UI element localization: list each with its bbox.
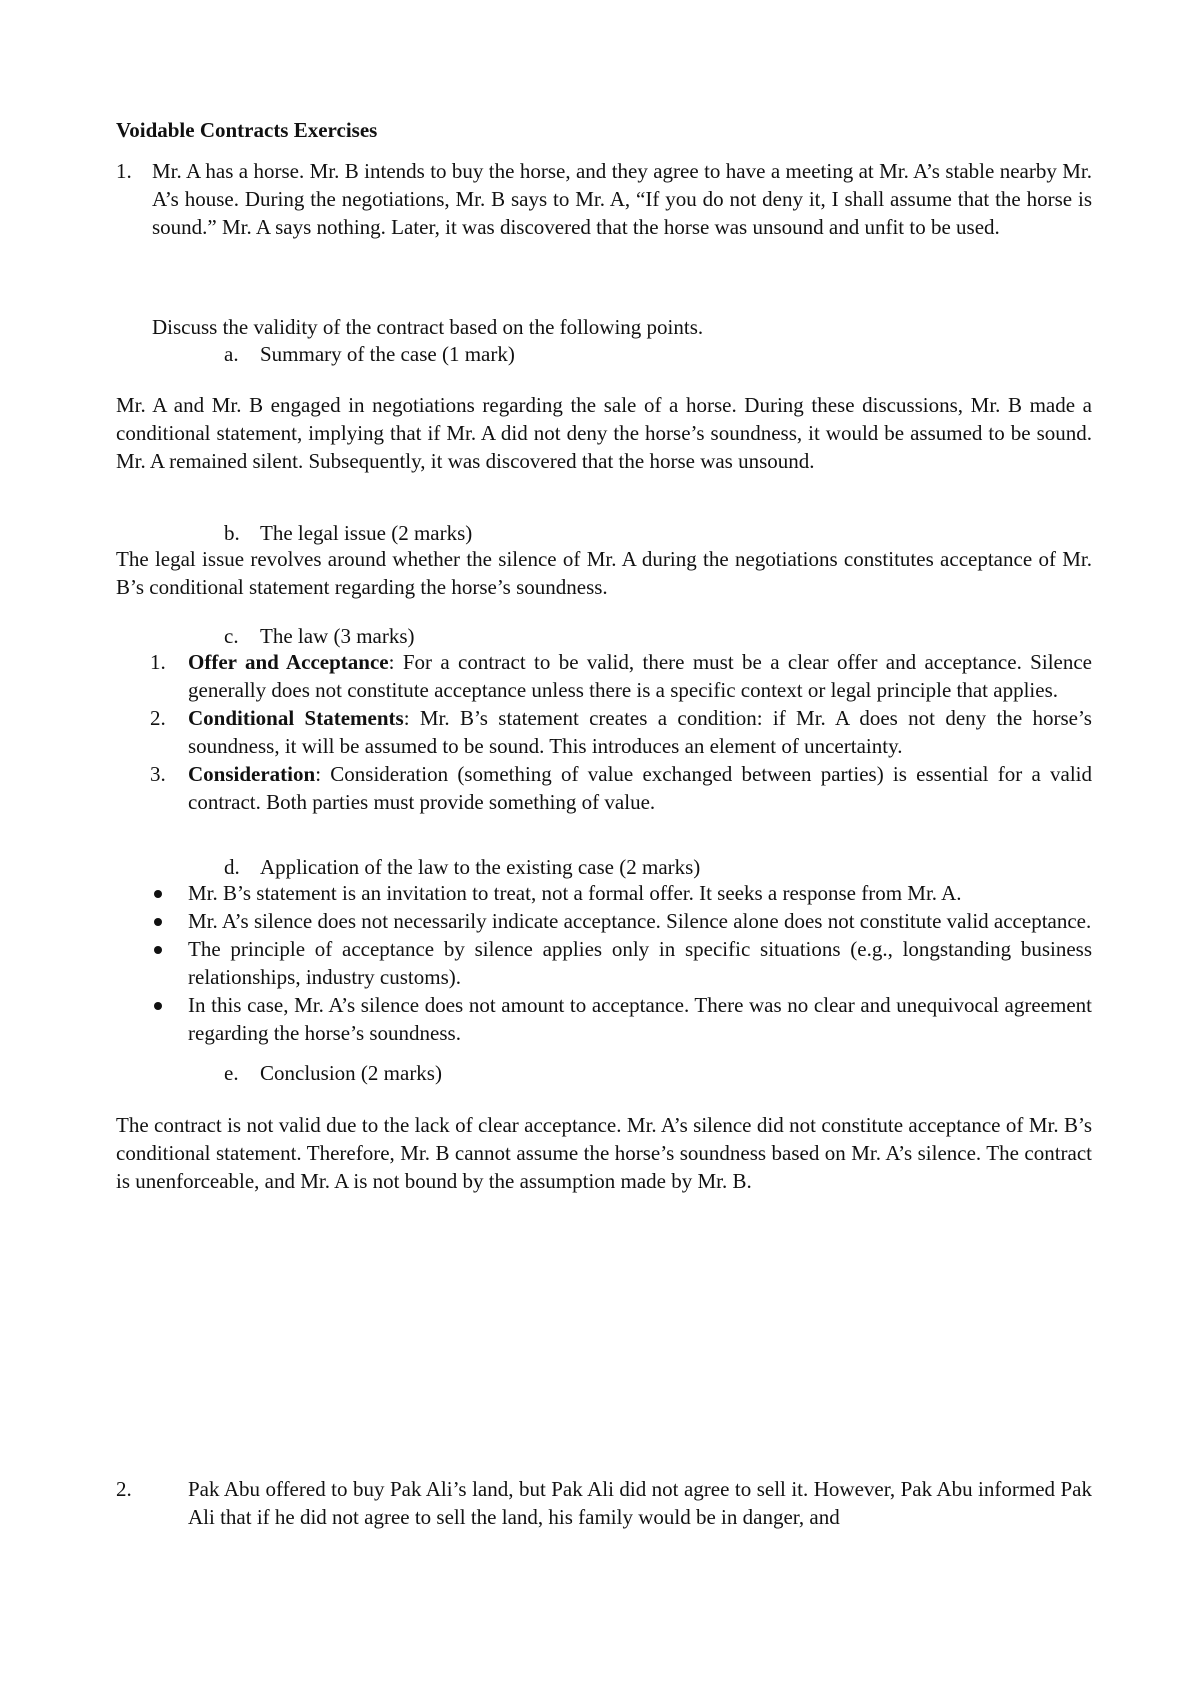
sub-label: Summary of the case (1 mark) <box>260 342 515 366</box>
sub-label: Application of the law to the existing case (2 marks) <box>260 855 701 879</box>
bullet-text: The principle of acceptance by silence applies only in specific situations (e.g., longstanding business relationships, industry customs). <box>188 937 1092 989</box>
law-item-term: Offer and Acceptance <box>188 650 389 674</box>
sub-letter: a. <box>224 342 239 366</box>
bullet-item <box>152 879 1092 907</box>
subheading-a <box>224 340 515 368</box>
law-list <box>150 648 1092 816</box>
subheading-c <box>224 622 415 650</box>
sub-label: The legal issue (2 marks) <box>260 521 473 545</box>
question-1 <box>116 157 1092 241</box>
answer-conclusion: The contract is not valid due to the lack of clear acceptance. Mr. A’s silence did not constitute acceptance of Mr. B’s conditional statement. Therefore, Mr. B cannot assume the horse’s soundness based on Mr. A’s silence. The contract is unenforceable, and Mr. A is not bound by the assumption made by Mr. B. <box>116 1113 1092 1193</box>
bullet-icon <box>154 1002 162 1010</box>
law-item-number: 1. <box>150 650 166 674</box>
sub-letter: c. <box>224 624 239 648</box>
law-item-number: 2. <box>150 706 166 730</box>
law-item-term: Conditional Statements <box>188 706 404 730</box>
question-number: 1. <box>116 159 132 183</box>
question-text: Mr. A has a horse. Mr. B intends to buy the horse, and they agree to have a meeting at Mr. A’s stable nearby Mr. A’s house. During the negotiations, Mr. B says to Mr. A, “If you do not deny it, I shall assume that the horse is sound.” Mr. A says nothing. Later, it was discovered that the horse was unsound and unfit to be used. <box>152 159 1092 239</box>
subheading-e <box>224 1059 442 1087</box>
bullet-icon <box>154 918 162 926</box>
law-item <box>150 648 1092 704</box>
law-item-number: 3. <box>150 762 166 786</box>
law-item <box>150 760 1092 816</box>
bullet-item <box>152 907 1092 935</box>
application-bullets <box>152 879 1092 1047</box>
law-item-term: Consideration <box>188 762 316 786</box>
sub-label: The law (3 marks) <box>260 624 415 648</box>
sub-letter: b. <box>224 521 240 545</box>
bullet-text: Mr. B’s statement is an invitation to treat, not a formal offer. It seeks a response from Mr. A. <box>188 881 962 905</box>
law-item <box>150 704 1092 760</box>
law-item-text: : Mr. B’s statement creates a condition: if Mr. A does not deny the horse’s soundness, it will be assumed to be sound. This introduces an element of uncertainty. <box>188 706 1092 758</box>
question-2 <box>116 1475 1092 1531</box>
sub-label: Conclusion (2 marks) <box>260 1061 442 1085</box>
instruction-text: Discuss the validity of the contract based on the following points. <box>152 315 704 339</box>
bullet-icon <box>154 890 162 898</box>
subheading-d <box>224 853 700 881</box>
sub-letter: e. <box>224 1061 239 1085</box>
bullet-text: In this case, Mr. A’s silence does not amount to acceptance. There was no clear and unequivocal agreement regarding the horse’s soundness. <box>188 993 1092 1045</box>
question-text: Pak Abu offered to buy Pak Ali’s land, but Pak Ali did not agree to sell it. However, Pak Abu informed Pak Ali that if he did not agree to sell the land, his family would be in danger, and <box>188 1477 1092 1529</box>
law-item-text: : For a contract to be valid, there must be a clear offer and acceptance. Silence generally does not constitute acceptance unless there is a specific context or legal principle that applies. <box>188 650 1092 702</box>
answer-summary: Mr. A and Mr. B engaged in negotiations regarding the sale of a horse. During these discussions, Mr. B made a conditional statement, implying that if Mr. A did not deny the horse’s soundness, it would be assumed to be sound. Mr. A remained silent. Subsequently, it was discovered that the horse was unsound. <box>116 393 1092 473</box>
bullet-item <box>152 991 1092 1047</box>
law-item-text: : Consideration (something of value exchanged between parties) is essential for a valid contract. Both parties must provide something of value. <box>188 762 1092 814</box>
answer-legal-issue: The legal issue revolves around whether the silence of Mr. A during the negotiations constitutes acceptance of Mr. B’s conditional statement regarding the horse’s soundness. <box>116 547 1092 599</box>
document-title: Voidable Contracts Exercises <box>116 118 378 142</box>
subheading-b <box>224 519 472 547</box>
bullet-text: Mr. A’s silence does not necessarily indicate acceptance. Silence alone does not constitute valid acceptance. <box>188 909 1092 933</box>
question-number: 2. <box>116 1477 132 1501</box>
bullet-icon <box>154 946 162 954</box>
bullet-item <box>152 935 1092 991</box>
sub-letter: d. <box>224 855 240 879</box>
